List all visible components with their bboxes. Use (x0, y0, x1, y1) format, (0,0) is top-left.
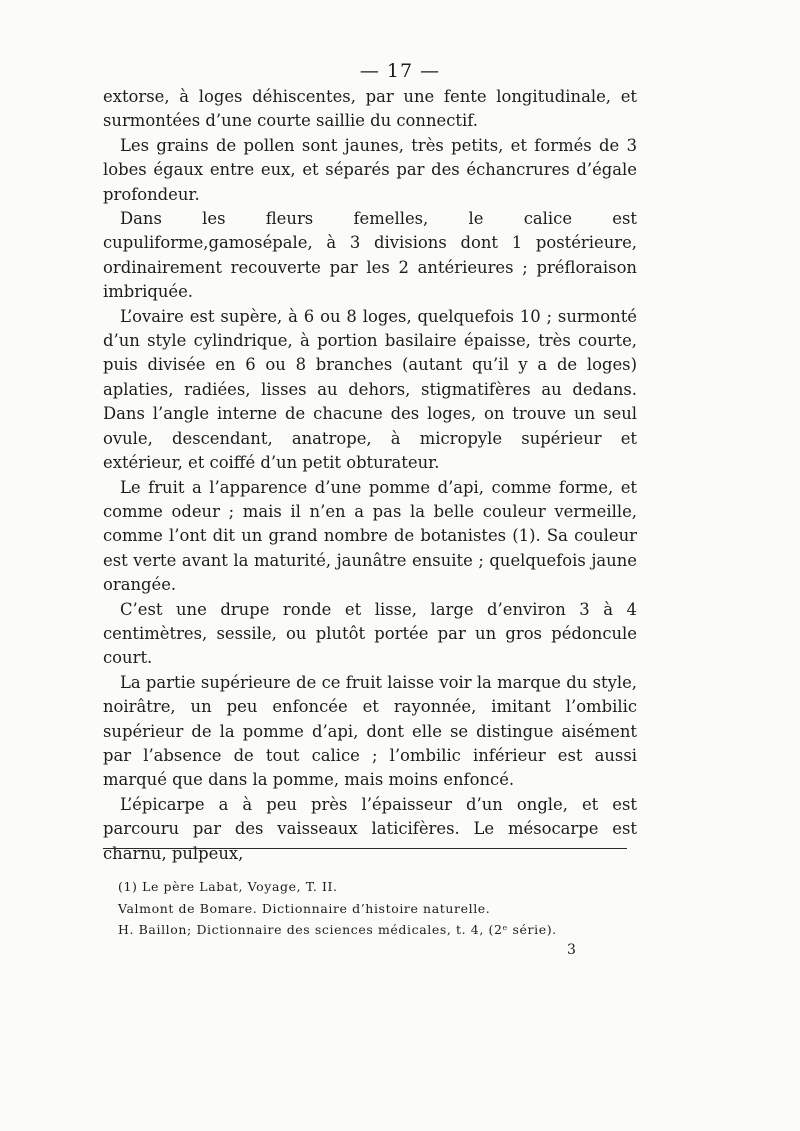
paragraph-stamens-continuation: extorse, à loges déhiscentes, par une fente longitudinale, et surmontées d’une courte saillie du connectif. (103, 87, 637, 131)
footnotes (118, 876, 578, 941)
body-text (103, 85, 637, 866)
paragraph-ovary: L’ovaire est supère, à 6 ou 8 loges, quelquefois 10 ; surmonté d’un style cylindrique, à portion basilaire épaisse, très courte, puis divisée en 6 ou 8 branches (autant qu’il y a de loges) aplaties, radiées, lisses au dehors, stigmatifères au dedans. Dans l’angle interne de chacune des loges, on trouve un seul ovule, descendant, anatrope, à micropyle supérieur et extérieur, et coiffé d’un petit obturateur. (103, 306, 637, 473)
footnote-1: (1) Le père Labat, Voyage, T. II. (118, 879, 338, 894)
signature-mark: 3 (567, 942, 576, 958)
footnote-3: H. Baillon; Dictionnaire des sciences médicales, t. 4, (2ᵉ série). (118, 922, 557, 937)
paragraph-pollen: Les grains de pollen sont jaunes, très petits, et formés de 3 lobes égaux entre eux, et séparés par des échancrures d’égale profondeur. (103, 135, 637, 204)
footnote-divider (103, 848, 627, 849)
paragraph-fruit-top: La partie supérieure de ce fruit laisse voir la marque du style, noirâtre, un peu enfoncée et rayonnée, imitant l’ombilic supérieur de la pomme d’api, dont elle se distingue aisément par l’absence de tout calice ; l’ombilic inférieur est aussi marqué que dans la pomme, mais moins enfoncé. (103, 672, 637, 790)
paragraph-epicarp: L’épicarpe a à peu près l’épaisseur d’un ongle, et est parcouru par des vaisseaux laticifères. Le mésocarpe est charnu, pulpeux, (103, 794, 637, 863)
paragraph-fruit: Le fruit a l’apparence d’une pomme d’api, comme forme, et comme odeur ; mais il n’en a pas la belle couleur vermeille, comme l’ont dit un grand nombre de botanistes (1). Sa couleur est verte avant la maturité, jaunâtre ensuite ; quelquefois jaune orangée. (103, 477, 637, 595)
paragraph-drupe: C’est une drupe ronde et lisse, large d’environ 3 à 4 centimètres, sessile, ou plutôt portée par un gros pédoncule court. (103, 599, 637, 668)
footnote-2: Valmont de Bomare. Dictionnaire d’histoire naturelle. (118, 900, 491, 916)
page-number: — 17 — (359, 60, 441, 82)
paragraph-female-flowers: Dans les fleurs femelles, le calice est cupuliforme,gamosépale, à 3 divisions dont 1 postérieure, ordinairement recouverte par les 2 antérieures ; préfloraison imbriquée. (103, 209, 637, 302)
